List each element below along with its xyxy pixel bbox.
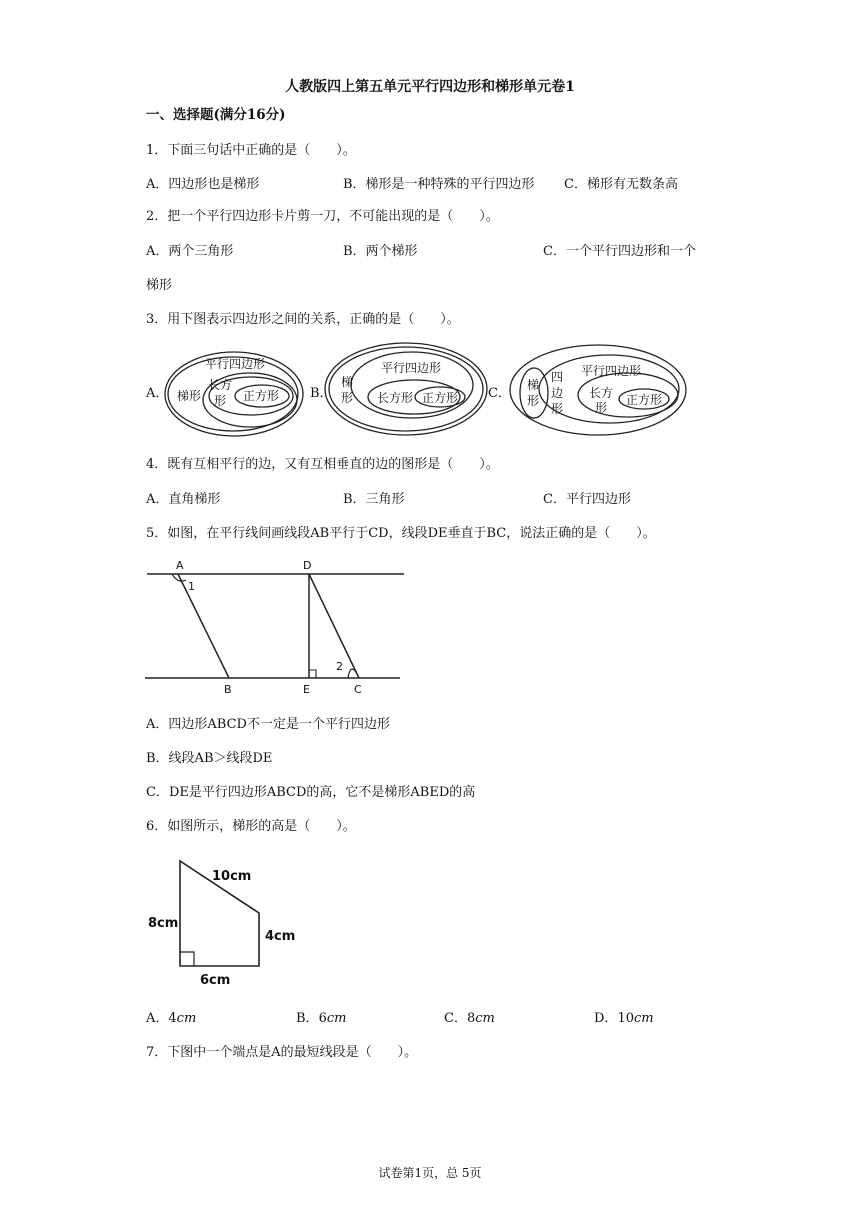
segment-AB bbox=[178, 574, 229, 678]
question-3-option-c-label: C． bbox=[488, 386, 511, 401]
venn-b-trapezoid-label-1: 梯 bbox=[341, 375, 354, 389]
question-2-option-c: C．一个平行四边形和一个 bbox=[543, 244, 696, 259]
question-5-option-c: C．DE是平行四边形ABCD的高，它不是梯形ABED的高 bbox=[146, 785, 476, 800]
question-4-stem: 4．既有互相平行的边，又有互相垂直的边的图形是（ ）。 bbox=[146, 457, 499, 472]
venn-a-parallelogram-label: 平行四边形 bbox=[205, 357, 266, 371]
option-b-label: B． bbox=[296, 1011, 319, 1026]
option-a-label: A． bbox=[146, 1011, 169, 1026]
option-c-label: C． bbox=[444, 1011, 467, 1026]
question-5-figure bbox=[145, 574, 404, 678]
point-D-label: D bbox=[303, 559, 312, 572]
venn-figure-b bbox=[325, 343, 487, 435]
point-B-label: B bbox=[224, 683, 232, 696]
question-3-option-a-label: A． bbox=[146, 386, 169, 401]
venn-b-square-label: 正方形 bbox=[422, 391, 459, 405]
question-1-option-a: A．四边形也是梯形 bbox=[146, 177, 260, 192]
question-6-option-d bbox=[594, 1010, 654, 1028]
venn-b-quadrilateral bbox=[325, 343, 487, 435]
question-1-option-c: C．梯形有无数条高 bbox=[564, 177, 678, 192]
point-C-label: C bbox=[354, 683, 362, 696]
venn-a-square-label: 正方形 bbox=[243, 389, 280, 403]
section-heading: 一、选择题(满分16分) bbox=[146, 107, 286, 123]
option-c-value: 8 bbox=[466, 1011, 476, 1026]
option-b-unit: cm bbox=[326, 1011, 347, 1026]
question-5-option-a: A．四边形ABCD不一定是一个平行四边形 bbox=[146, 717, 390, 732]
option-a-unit: cm bbox=[176, 1011, 197, 1026]
venn-c-quadrilateral-label-2: 边 bbox=[551, 386, 564, 400]
option-a-value: 4 bbox=[168, 1011, 177, 1026]
page-footer: 试卷第1页，总 5页 bbox=[378, 1166, 482, 1180]
page-title: 人教版四上第五单元平行四边形和梯形单元卷1 bbox=[285, 79, 575, 95]
venn-c-square-label: 正方形 bbox=[626, 393, 663, 407]
venn-c-quadrilateral-label-1: 四 bbox=[551, 370, 564, 384]
venn-a-trapezoid-label: 梯形 bbox=[177, 389, 202, 403]
venn-c-quadrilateral-label-3: 形 bbox=[551, 402, 564, 416]
question-3-option-b-label: B． bbox=[310, 386, 333, 401]
question-4-option-b: B．三角形 bbox=[343, 492, 405, 507]
question-7-stem: 7．下图中一个端点是A的最短线段是（ ）。 bbox=[146, 1045, 418, 1060]
question-4-option-c: C．平行四边形 bbox=[543, 492, 631, 507]
question-3-stem: 3．用下图表示四边形之间的关系，正确的是（ ）。 bbox=[146, 312, 460, 327]
point-E-label: E bbox=[303, 683, 310, 696]
venn-c-trapezoid-label-1: 梯 bbox=[527, 378, 540, 392]
option-d-value: 10 bbox=[617, 1011, 634, 1026]
question-5-stem: 5．如图，在平行线间画线段AB平行于CD，线段DE垂直于BC，说法正确的是（ ）。 bbox=[146, 526, 656, 541]
right-angle-mark-E bbox=[309, 670, 316, 678]
option-b-value: 6 bbox=[318, 1011, 327, 1026]
question-2-option-c-continued: 梯形 bbox=[146, 278, 173, 293]
venn-b-parallelogram-label: 平行四边形 bbox=[381, 361, 442, 375]
angle-2-label: 2 bbox=[336, 660, 343, 673]
venn-c-trapezoid-label-2: 形 bbox=[527, 394, 540, 408]
venn-b-rectangle-label: 长方形 bbox=[377, 391, 414, 405]
question-6-option-b bbox=[296, 1010, 346, 1028]
venn-a-rectangle-label-1: 长方 bbox=[208, 378, 233, 392]
segment-DC bbox=[309, 574, 359, 678]
question-1-stem: 1．下面三句话中正确的是（ ）。 bbox=[146, 143, 356, 158]
trapezoid-bottom-side-label: 6cm bbox=[200, 973, 231, 988]
angle-1-label: 1 bbox=[188, 580, 195, 593]
venn-b-trapezoid-label-2: 形 bbox=[341, 391, 354, 405]
venn-c-rectangle-label-1: 长方 bbox=[589, 386, 614, 400]
trapezoid-top-side-label: 10cm bbox=[212, 869, 252, 884]
question-2-option-a: A．两个三角形 bbox=[146, 244, 234, 259]
point-A-label: A bbox=[176, 559, 184, 572]
venn-c-rectangle-label-2: 形 bbox=[595, 401, 608, 415]
option-c-unit: cm bbox=[475, 1011, 495, 1026]
venn-c-parallelogram-label: 平行四边形 bbox=[581, 364, 642, 378]
question-2-option-b: B．两个梯形 bbox=[343, 244, 418, 259]
venn-a-rectangle-label-2: 形 bbox=[214, 394, 227, 408]
question-6-option-c bbox=[444, 1010, 495, 1028]
question-1-option-b: B．梯形是一种特殊的平行四边形 bbox=[343, 177, 535, 192]
trapezoid-right-side-label: 4cm bbox=[265, 929, 296, 944]
option-d-unit: cm bbox=[633, 1011, 654, 1026]
question-2-stem: 2．把一个平行四边形卡片剪一刀，不可能出现的是（ ）。 bbox=[146, 209, 499, 224]
right-angle-mark bbox=[180, 952, 194, 966]
question-6-option-a bbox=[146, 1010, 196, 1028]
question-5-option-b: B．线段AB＞线段DE bbox=[146, 751, 273, 766]
question-6-stem: 6．如图所示，梯形的高是（ ）。 bbox=[146, 819, 356, 834]
option-d-label: D． bbox=[594, 1011, 618, 1026]
trapezoid-left-side-label: 8cm bbox=[148, 916, 179, 931]
angle-2-arc bbox=[348, 669, 356, 678]
question-4-option-a: A．直角梯形 bbox=[146, 492, 221, 507]
